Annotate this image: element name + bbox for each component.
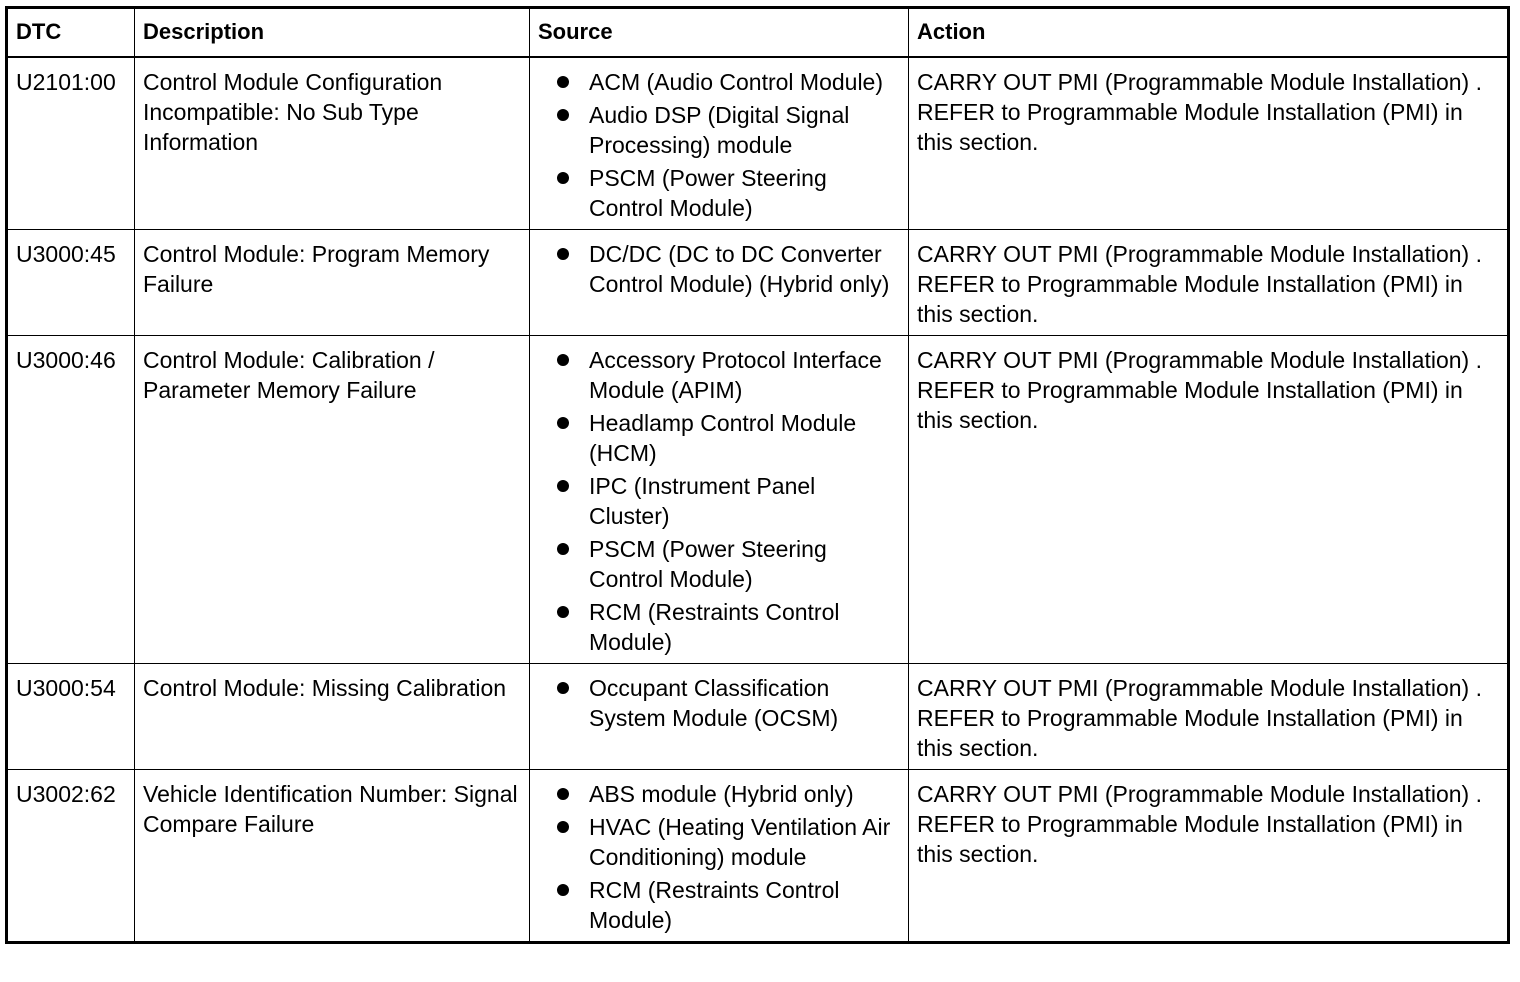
dtc-action: CARRY OUT PMI (Programmable Module Installation) . REFER to Programmable Module Installation (PMI) in this section. [909, 770, 1509, 943]
source-text: Headlamp Control Module (HCM) [589, 410, 857, 466]
source-item [552, 163, 898, 223]
source-text: DC/DC (DC to DC Converter Control Module) (Hybrid only) [589, 241, 890, 297]
bullet-icon [557, 417, 569, 429]
bullet-icon [557, 884, 569, 896]
bullet-icon [557, 76, 569, 88]
source-list [552, 345, 898, 657]
table-row [7, 336, 1509, 664]
dtc-action: CARRY OUT PMI (Programmable Module Installation) . REFER to Programmable Module Installation (PMI) in this section. [909, 57, 1509, 230]
dtc-code: U3000:45 [7, 230, 135, 336]
dtc-code: U3000:46 [7, 336, 135, 664]
bullet-icon [557, 480, 569, 492]
header-dtc: DTC [7, 8, 135, 58]
source-list [552, 673, 898, 733]
source-item [552, 812, 898, 872]
source-item [552, 534, 898, 594]
dtc-code: U2101:00 [7, 57, 135, 230]
source-text: RCM (Restraints Control Module) [589, 877, 840, 933]
dtc-code: U3000:54 [7, 664, 135, 770]
source-text: ACM (Audio Control Module) [589, 69, 884, 95]
table-row [7, 664, 1509, 770]
source-text: Accessory Protocol Interface Module (APIM) [589, 347, 882, 403]
bullet-icon [557, 788, 569, 800]
bullet-icon [557, 821, 569, 833]
source-item [552, 345, 898, 405]
bullet-icon [557, 248, 569, 260]
dtc-description: Control Module: Program Memory Failure [135, 230, 530, 336]
source-text: PSCM (Power Steering Control Module) [589, 536, 827, 592]
header-action: Action [909, 8, 1509, 58]
header-description: Description [135, 8, 530, 58]
source-cell [530, 230, 909, 336]
dtc-description: Control Module: Missing Calibration [135, 664, 530, 770]
source-item [552, 239, 898, 299]
bullet-icon [557, 172, 569, 184]
dtc-action: CARRY OUT PMI (Programmable Module Installation) . REFER to Programmable Module Installation (PMI) in this section. [909, 664, 1509, 770]
source-cell [530, 770, 909, 943]
source-item [552, 408, 898, 468]
source-text: ABS module (Hybrid only) [589, 781, 854, 807]
header-row [7, 8, 1509, 58]
table-row [7, 230, 1509, 336]
source-list [552, 779, 898, 935]
source-cell [530, 57, 909, 230]
dtc-table [5, 6, 1510, 944]
source-list [552, 67, 898, 223]
bullet-icon [557, 606, 569, 618]
source-text: Audio DSP (Digital Signal Processing) module [589, 102, 850, 158]
dtc-action: CARRY OUT PMI (Programmable Module Installation) . REFER to Programmable Module Installation (PMI) in this section. [909, 336, 1509, 664]
dtc-description: Control Module: Calibration / Parameter Memory Failure [135, 336, 530, 664]
source-text: PSCM (Power Steering Control Module) [589, 165, 827, 221]
table-body [7, 57, 1509, 943]
dtc-code: U3002:62 [7, 770, 135, 943]
source-item [552, 779, 898, 809]
table-row [7, 57, 1509, 230]
source-text: RCM (Restraints Control Module) [589, 599, 840, 655]
source-text: IPC (Instrument Panel Cluster) [589, 473, 816, 529]
source-item [552, 875, 898, 935]
bullet-icon [557, 109, 569, 121]
dtc-action: CARRY OUT PMI (Programmable Module Installation) . REFER to Programmable Module Installation (PMI) in this section. [909, 230, 1509, 336]
table-row [7, 770, 1509, 943]
source-item [552, 597, 898, 657]
source-item [552, 67, 898, 97]
source-item [552, 100, 898, 160]
source-item [552, 673, 898, 733]
source-text: HVAC (Heating Ventilation Air Conditioning) module [589, 814, 891, 870]
source-item [552, 471, 898, 531]
bullet-icon [557, 682, 569, 694]
dtc-description: Vehicle Identification Number: Signal Compare Failure [135, 770, 530, 943]
dtc-description: Control Module Configuration Incompatible: No Sub Type Information [135, 57, 530, 230]
source-cell [530, 336, 909, 664]
bullet-icon [557, 354, 569, 366]
header-source: Source [530, 8, 909, 58]
source-list [552, 239, 898, 299]
source-text: Occupant Classification System Module (OCSM) [589, 675, 839, 731]
bullet-icon [557, 543, 569, 555]
source-cell [530, 664, 909, 770]
